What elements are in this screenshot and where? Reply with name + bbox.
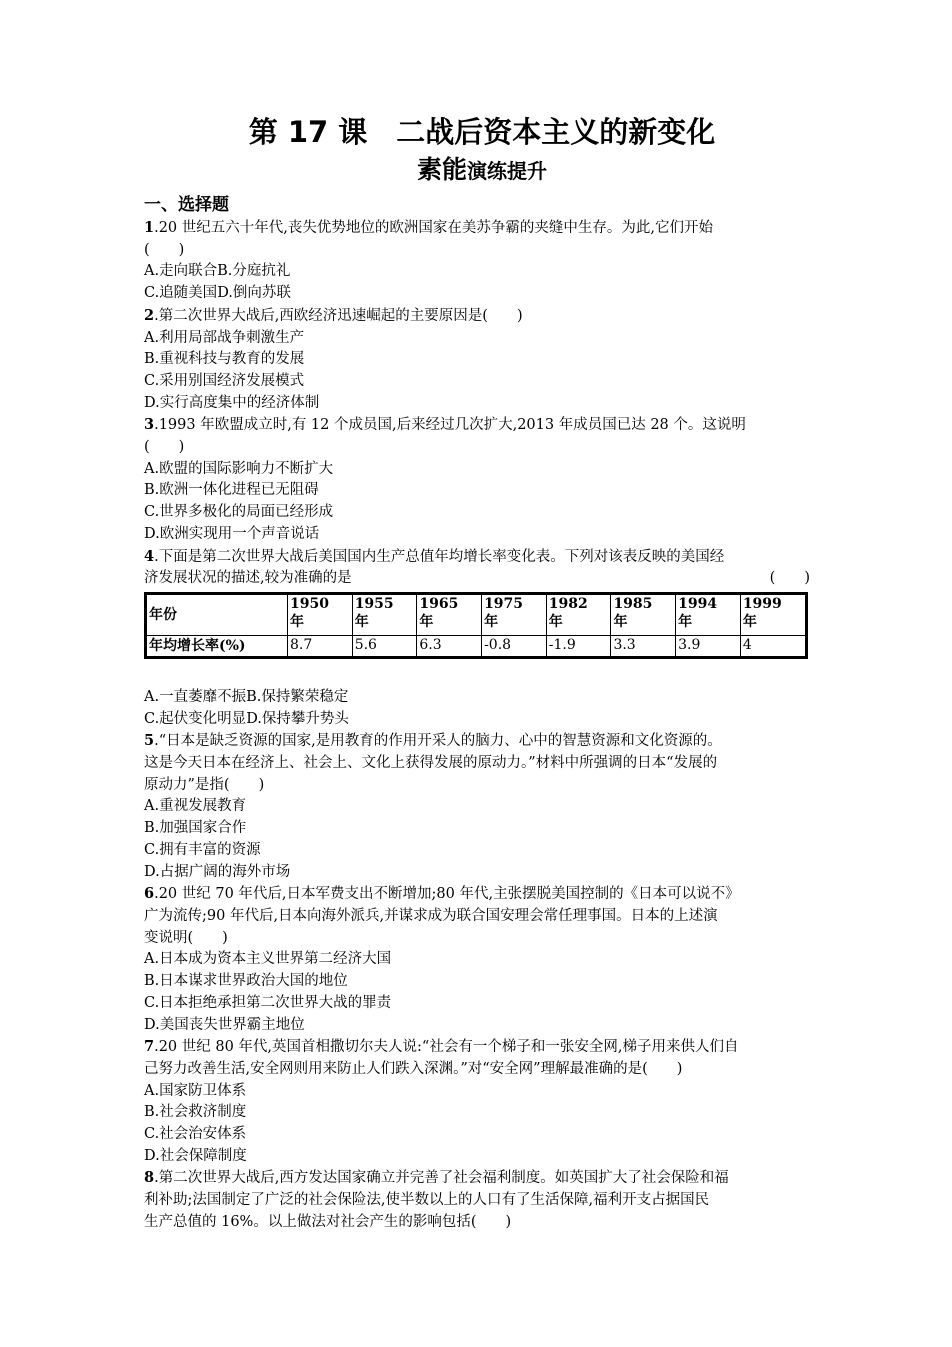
table-row-rates: [146, 635, 807, 657]
option-d: D.倒向苏联: [217, 285, 291, 302]
subtitle-main: 素能: [416, 155, 467, 184]
section-heading: 一、选择题: [144, 195, 229, 215]
question-2: 2.第二次世界大战后,西欧经济迅速崛起的主要原因是( ): [144, 306, 523, 324]
option-a: A.国家防卫体系: [144, 1082, 247, 1099]
option-b: B.加强国家合作: [144, 820, 247, 837]
question-8: 8.第二次世界大战后,西方发达国家确立并完善了社会福利制度。如英国扩大了社会保险和福 利补助;法国制定了广泛的社会保险法,使半数以上的人口有了生活保障,福利开支占据国民 生产总值的 16%。以上做法对社会产生的影响包括( ): [144, 1167, 810, 1233]
question-text: 下面是第二次世界大战后美国国内生产总值年均增长率变化表。下列对该表反映的美国经: [158, 548, 725, 565]
question-6: 6.20 世纪 70 年代后,日本军费支出不断增加;80 年代,主张摆脱美国控制的《日本可以说不》 广为流传;90 年代后,日本向海外派兵,并谋求成为联合国安理会常任理事国。日本的上述演 变说明( ): [144, 883, 810, 949]
gdp-growth-table: [144, 592, 808, 659]
year-cell: 1985 年: [611, 593, 676, 635]
option-b: B.社会救济制度: [144, 1104, 247, 1121]
lesson-title: 第 17 课 二战后资本主义的新变化: [248, 115, 716, 149]
rate-cell: 3.3: [611, 635, 676, 657]
question-number: 7: [144, 1038, 155, 1056]
option-b: B.日本谋求世界政治大国的地位: [144, 973, 348, 990]
year-cell: 1950 年: [288, 593, 353, 635]
options-q2: [144, 328, 810, 415]
question-text: “日本是缺乏资源的国家,是用教育的作用开采人的脑力、心中的智慧资源和文化资源的。: [158, 733, 722, 750]
option-d: D.占据广阔的海外市场: [144, 863, 291, 880]
answer-bracket: ( ): [144, 439, 185, 456]
option-b: B.欧洲一体化进程已无阻碍: [144, 482, 319, 499]
question-text-cont: 这是今天日本在经济上、社会上、文化上获得发展的原动力。”材料中所强调的日本“发展的: [144, 755, 718, 772]
question-text: 20 世纪 80 年代,英国首相撒切尔夫人说:“社会有一个梯子和一张安全网,梯子用来供人们自: [158, 1039, 739, 1056]
option-d: D.社会保障制度: [144, 1147, 247, 1164]
year-cell: 1965 年: [417, 593, 482, 635]
question-1: 1.20 世纪五六十年代,丧失优势地位的欧洲国家在美苏争霸的夹缝中生存。为此,它们开始 ( ): [144, 217, 810, 261]
option-c: C.采用别国经济发展模式: [144, 372, 305, 389]
option-d: D.保持攀升势头: [246, 710, 349, 727]
options-q6: [144, 949, 810, 1036]
answer-bracket: ( ): [769, 570, 810, 587]
subtitle-suffix: 演练提升: [467, 159, 547, 183]
question-7: 7.20 世纪 80 年代,英国首相撒切尔夫人说:“社会有一个梯子和一张安全网,梯子用来供人们自 己努力改善生活,安全网则用来防止人们跌入深渊。”对“安全网”理解最准确的是( ): [144, 1036, 810, 1080]
rate-cell: 4: [740, 635, 806, 657]
option-a: A.日本成为资本主义世界第二经济大国: [144, 951, 392, 968]
row-header-year: 年份: [146, 593, 288, 635]
option-a: A.走向联合: [144, 263, 218, 280]
question-number: 3: [144, 416, 155, 434]
document-body: [144, 112, 810, 1234]
question-3: 3.1993 年欧盟成立时,有 12 个成员国,后来经过几次扩大,2013 年成员国已达 28 个。这说明 ( ): [144, 414, 810, 458]
options-q7: [144, 1081, 810, 1168]
option-d: D.实行高度集中的经济体制: [144, 394, 320, 411]
question-text-cont: 原动力”是指( ): [144, 776, 265, 793]
option-c: C.拥有丰富的资源: [144, 841, 261, 858]
question-5: 5.“日本是缺乏资源的国家,是用教育的作用开采人的脑力、心中的智慧资源和文化资源的。 这是今天日本在经济上、社会上、文化上获得发展的原动力。”材料中所强调的日本“发展的 原动力”是指( ): [144, 730, 810, 796]
option-c: C.世界多极化的局面已经形成: [144, 504, 334, 521]
question-text: 20 世纪 70 年代后,日本军费支出不断增加;80 年代,主张摆脱美国控制的《日本可以说不》: [158, 886, 740, 903]
options-q4: [144, 687, 810, 730]
question-4: 4.下面是第二次世界大战后美国国内生产总值年均增长率变化表。下列对该表反映的美国经 济发展状况的描述,较为准确的是 ( ): [144, 546, 810, 590]
spacer: [144, 665, 810, 687]
question-text: 第二次世界大战后,西方发达国家确立并完善了社会福利制度。如英国扩大了社会保险和福: [158, 1170, 729, 1187]
rate-cell: 3.9: [676, 635, 741, 657]
question-text-cont: 生产总值的 16%。以上做法对社会产生的影响包括( ): [144, 1213, 512, 1230]
table-row-years: [146, 593, 807, 635]
option-c: C.起伏变化明显: [144, 710, 247, 727]
rate-cell: 6.3: [417, 635, 482, 657]
option-c: C.追随美国: [144, 285, 218, 302]
option-c: C.社会治安体系: [144, 1126, 247, 1143]
option-d: D.欧洲实现用一个声音说话: [144, 525, 320, 542]
rate-cell: 8.7: [288, 635, 353, 657]
subtitle: [144, 152, 810, 191]
question-text-cont: 广为流传;90 年代后,日本向海外派兵,并谋求成为联合国安理会常任理事国。日本的上述演: [144, 907, 718, 924]
year-cell: 1975 年: [482, 593, 547, 635]
question-text-cont: 己努力改善生活,安全网则用来防止人们跌入深渊。”对“安全网”理解最准确的是( ): [144, 1060, 683, 1077]
row-header-rate: 年均增长率(%): [146, 635, 288, 657]
options-q1: [144, 261, 810, 304]
rate-cell: -1.9: [546, 635, 611, 657]
option-a: A.重视发展教育: [144, 798, 247, 815]
question-text: 1993 年欧盟成立时,有 12 个成员国,后来经过几次扩大,2013 年成员国已达 28 个。这说明: [158, 417, 746, 434]
option-b: B.重视科技与教育的发展: [144, 351, 305, 368]
question-number: 1: [144, 219, 155, 236]
question-text-cont: 变说明( ): [144, 929, 228, 946]
question-text-cont: 利补助;法国制定了广泛的社会保险法,使半数以上的人口有了生活保障,福利开支占据国民: [144, 1192, 710, 1209]
option-a: A.欧盟的国际影响力不断扩大: [144, 460, 334, 477]
year-cell: 1982 年: [546, 593, 611, 635]
option-d: D.美国丧失世界霸主地位: [144, 1016, 305, 1033]
question-number: 5: [144, 732, 155, 750]
question-number: 4: [144, 547, 155, 565]
rate-cell: -0.8: [482, 635, 547, 657]
year-cell: 1955 年: [352, 593, 417, 635]
options-q3: [144, 459, 810, 546]
option-c: C.日本拒绝承担第二次世界大战的罪责: [144, 994, 392, 1011]
year-cell: 1994 年: [676, 593, 741, 635]
option-a: A.一直萎靡不振: [144, 688, 247, 705]
question-text-cont: 济发展状况的描述,较为准确的是: [144, 570, 352, 587]
year-cell: 1999 年: [740, 593, 806, 635]
question-text: 第二次世界大战后,西欧经济迅速崛起的主要原因是( ): [158, 307, 523, 324]
question-number: 8: [144, 1169, 155, 1187]
option-a: A.利用局部战争刺激生产: [144, 329, 305, 346]
option-b: B.分庭抗礼: [217, 263, 291, 280]
option-b: B.保持繁荣稳定: [246, 688, 349, 705]
question-number: 2: [144, 306, 155, 324]
answer-bracket: ( ): [144, 241, 185, 258]
question-text: 20 世纪五六十年代,丧失优势地位的欧洲国家在美苏争霸的夹缝中生存。为此,它们开始: [158, 220, 713, 236]
question-number: 6: [144, 885, 155, 903]
options-q5: [144, 796, 810, 883]
rate-cell: 5.6: [352, 635, 417, 657]
